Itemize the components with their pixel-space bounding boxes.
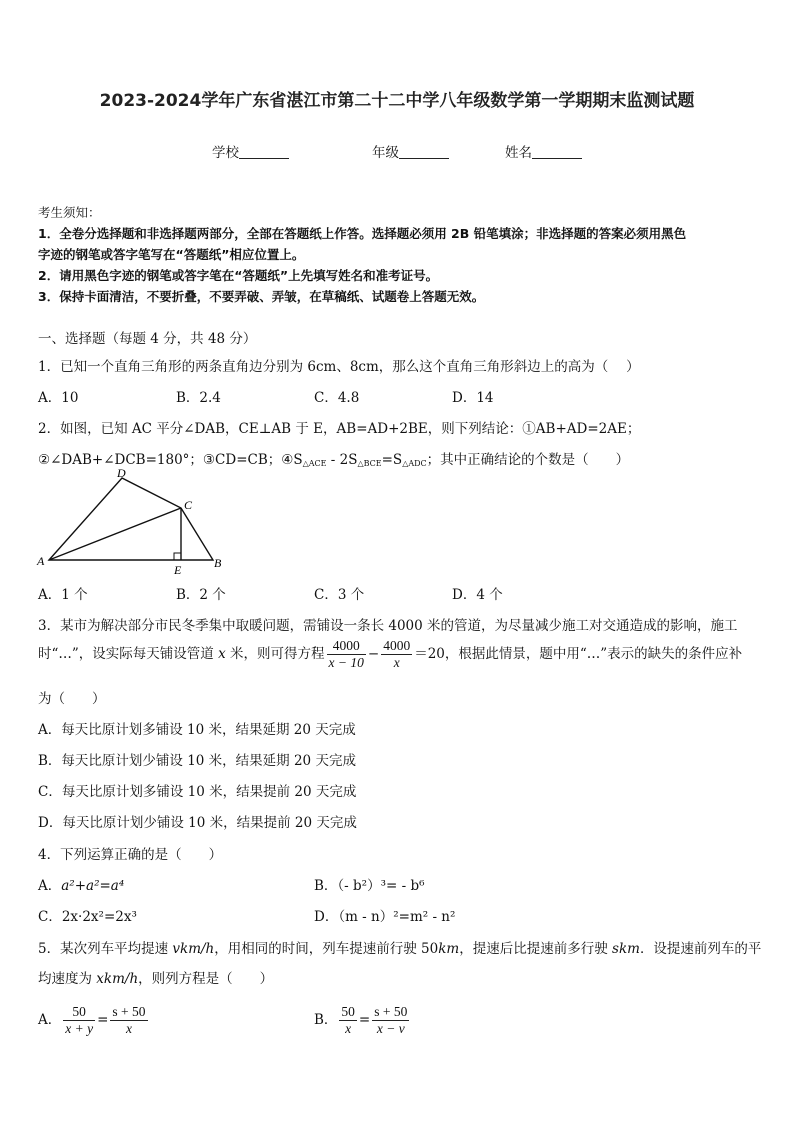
school-field <box>212 141 289 161</box>
q4-stem: 4．下列运算正确的是（ ） <box>38 847 223 863</box>
q2-label-a: A <box>37 554 45 568</box>
q4-option-c-expr: 2x·2x²=2x³ <box>61 909 137 925</box>
q5-unit-km: km <box>438 941 460 957</box>
q2-figure-right-angle-mark <box>174 553 181 560</box>
q3-line1: 3．某市为解决部分市民冬季集中取暖问题，需铺设一条长 4000 米的管道，为尽量减少施工对交通造成的影响，施工 <box>38 618 738 634</box>
q1-stem: 1．已知一个直角三角形的两条直角边分别为 6cm、8cm，那么这个直角三角形斜边上的高为（ ） <box>38 359 640 375</box>
q4-option-d-prefix: D． <box>314 909 339 925</box>
q3-fraction-1 <box>327 638 366 671</box>
q5-option-b <box>314 1004 411 1037</box>
q2-option-b: B．2 个 <box>176 587 226 603</box>
notice-item-3: 3．保持卡面清洁，不要折叠，不要弄破、弄皱，在草稿纸、试题卷上答题无效。 <box>38 289 485 304</box>
q2-stem-part-c: =S <box>381 452 403 468</box>
q3-line2-part-b: 米，则可得方程 <box>225 646 325 662</box>
q3-option-a: A．每天比原计划多铺设 10 米，结果延期 20 天完成 <box>38 722 356 738</box>
q5-b-frac2-den: x − v <box>376 1021 405 1036</box>
q5-b-equals: = <box>358 1012 371 1028</box>
name-label: 姓名 <box>505 145 532 161</box>
q3-option-c: C．每天比原计划多铺设 10 米，结果提前 20 天完成 <box>38 784 357 800</box>
q3-line2-part-a: 时“…”，设实际每天铺设管道 <box>38 646 219 662</box>
q2-label-c: C <box>184 498 193 512</box>
q5-line2 <box>38 967 273 987</box>
q2-sub-ace: △ACE <box>302 459 327 468</box>
q3-line2-part-c: ＝20，根据此情景，题中用“…”表示的缺失的条件应补 <box>414 646 743 662</box>
q2-stem-line1: 2．如图，已知 AC 平分∠DAB，CE⊥AB 于 E，AB=AD+2BE，则下列结论：①AB+AD=2AE； <box>38 421 641 437</box>
q5-a-equals: = <box>97 1012 109 1028</box>
q5-a-frac2-den: x <box>125 1021 132 1036</box>
q5-var-s: skm <box>612 941 640 957</box>
q5-var-x: xkm/h <box>96 971 139 987</box>
q1-option-d: D．14 <box>452 390 494 406</box>
q2-figure-segment-ac <box>49 508 181 560</box>
school-label: 学校 <box>212 145 239 161</box>
q5-line2-part-b: ，则列方程是（ ） <box>138 971 274 987</box>
q4-option-a-expr: a²+a²=a⁴ <box>61 878 125 894</box>
q2-option-a: A．1 个 <box>38 587 88 603</box>
q5-b-frac1-den: x <box>345 1021 352 1036</box>
q5-a-fraction-2 <box>110 1004 147 1037</box>
q5-var-v: vkm/h <box>172 941 215 957</box>
q2-stem-part-b: - 2S <box>326 452 358 468</box>
q4-option-b <box>314 874 425 894</box>
q5-line1 <box>38 937 761 957</box>
school-blank <box>239 146 289 159</box>
q2-label-b: B <box>214 556 222 570</box>
q3-frac1-num: 4000 <box>327 638 366 655</box>
q2-sub-adc: △ADC <box>402 459 427 468</box>
notice-item-1b: 字迹的钢笔或答字笔写在“答题纸”相应位置上。 <box>38 247 305 262</box>
q3-minus: − <box>367 646 380 662</box>
q1-option-b: B．2.4 <box>176 390 221 406</box>
q5-line1-part-b: ，用相同的时间，列车提速前行驶 50 <box>214 941 439 957</box>
q3-fraction-2 <box>381 638 412 671</box>
q4-option-c <box>38 905 137 925</box>
q3-var-x: x <box>218 646 226 662</box>
q5-line1-part-a: 5．某次列车平均提速 <box>38 941 173 957</box>
q4-option-b-prefix: B． <box>314 878 338 894</box>
q5-line2-part-a: 均速度为 <box>38 971 97 987</box>
q3-option-b: B．每天比原计划少铺设 10 米，结果延期 20 天完成 <box>38 753 356 769</box>
section-1-heading: 一、选择题（每题 4 分，共 48 分） <box>38 331 257 347</box>
q5-a-frac2-num: s + 50 <box>112 1004 146 1019</box>
q4-option-a-prefix: A． <box>38 878 62 894</box>
q5-option-b-prefix: B． <box>314 1012 338 1028</box>
q4-option-d-expr: （m - n）²=m² - n² <box>338 909 456 925</box>
q2-label-d: D <box>117 468 126 480</box>
notice-heading: 考生须知： <box>38 205 101 220</box>
q2-option-d: D．4 个 <box>452 587 503 603</box>
q4-option-c-prefix: C． <box>38 909 62 925</box>
page-title: 2023-2024学年广东省湛江市第二十二中学八年级数学第一学期期末监测试题 <box>99 91 695 111</box>
q5-option-a <box>38 1004 150 1037</box>
q5-line1-part-d: ．设提速前列车的平 <box>639 941 762 957</box>
q5-a-fraction-1 <box>63 1004 95 1037</box>
notice-item-2: 2．请用黑色字迹的钢笔或答字笔在“答题纸”上先填写姓名和准考证号。 <box>38 268 439 283</box>
q2-stem-line2 <box>38 448 629 468</box>
grade-label: 年级 <box>372 145 399 161</box>
q5-b-frac1-num: 50 <box>341 1004 355 1019</box>
q2-stem-part-d: ；其中正确结论的个数是（ ） <box>426 452 630 468</box>
q4-option-a <box>38 874 124 894</box>
q2-sub-bce: △BCE <box>357 459 382 468</box>
q2-option-c: C．3 个 <box>314 587 365 603</box>
q5-b-fraction-2 <box>372 1004 409 1037</box>
q4-option-b-expr: （- b²）³= - b⁶ <box>337 878 425 894</box>
q5-line1-part-c: ，提速后比提速前多行驶 <box>459 941 613 957</box>
q2-figure <box>30 468 230 578</box>
q3-frac2-num: 4000 <box>383 638 411 653</box>
q2-stem-part-a: ②∠DAB+∠DCB=180°；③CD=CB；④S <box>38 452 303 468</box>
q3-frac1-den: x − 10 <box>328 655 364 670</box>
grade-blank <box>399 146 449 159</box>
q3-line3: 为（ ） <box>38 691 106 707</box>
q3-frac2-den: x <box>393 655 400 670</box>
q3-line2 <box>38 638 742 671</box>
q1-option-a: A．10 <box>38 390 79 406</box>
q3-option-d: D．每天比原计划少铺设 10 米，结果提前 20 天完成 <box>38 815 357 831</box>
grade-field <box>372 141 449 161</box>
name-field <box>505 141 582 161</box>
q2-figure-quadrilateral <box>49 478 213 560</box>
notice-item-1a: 1．全卷分选择题和非选择题两部分，全部在答题纸上作答。选择题必须用 2B 铅笔填涂；非选择题的答案必须用黑色 <box>38 226 687 241</box>
q5-b-fraction-1 <box>339 1004 357 1037</box>
q5-a-frac1-num: 50 <box>63 1004 95 1021</box>
q2-label-e: E <box>174 563 182 577</box>
q4-option-d <box>314 905 455 925</box>
q5-a-frac1-den: x + y <box>65 1021 94 1036</box>
name-blank <box>532 146 582 159</box>
q5-option-a-prefix: A． <box>38 1012 62 1028</box>
q5-b-frac2-num: s + 50 <box>374 1004 408 1019</box>
q1-option-c: C．4.8 <box>314 390 360 406</box>
